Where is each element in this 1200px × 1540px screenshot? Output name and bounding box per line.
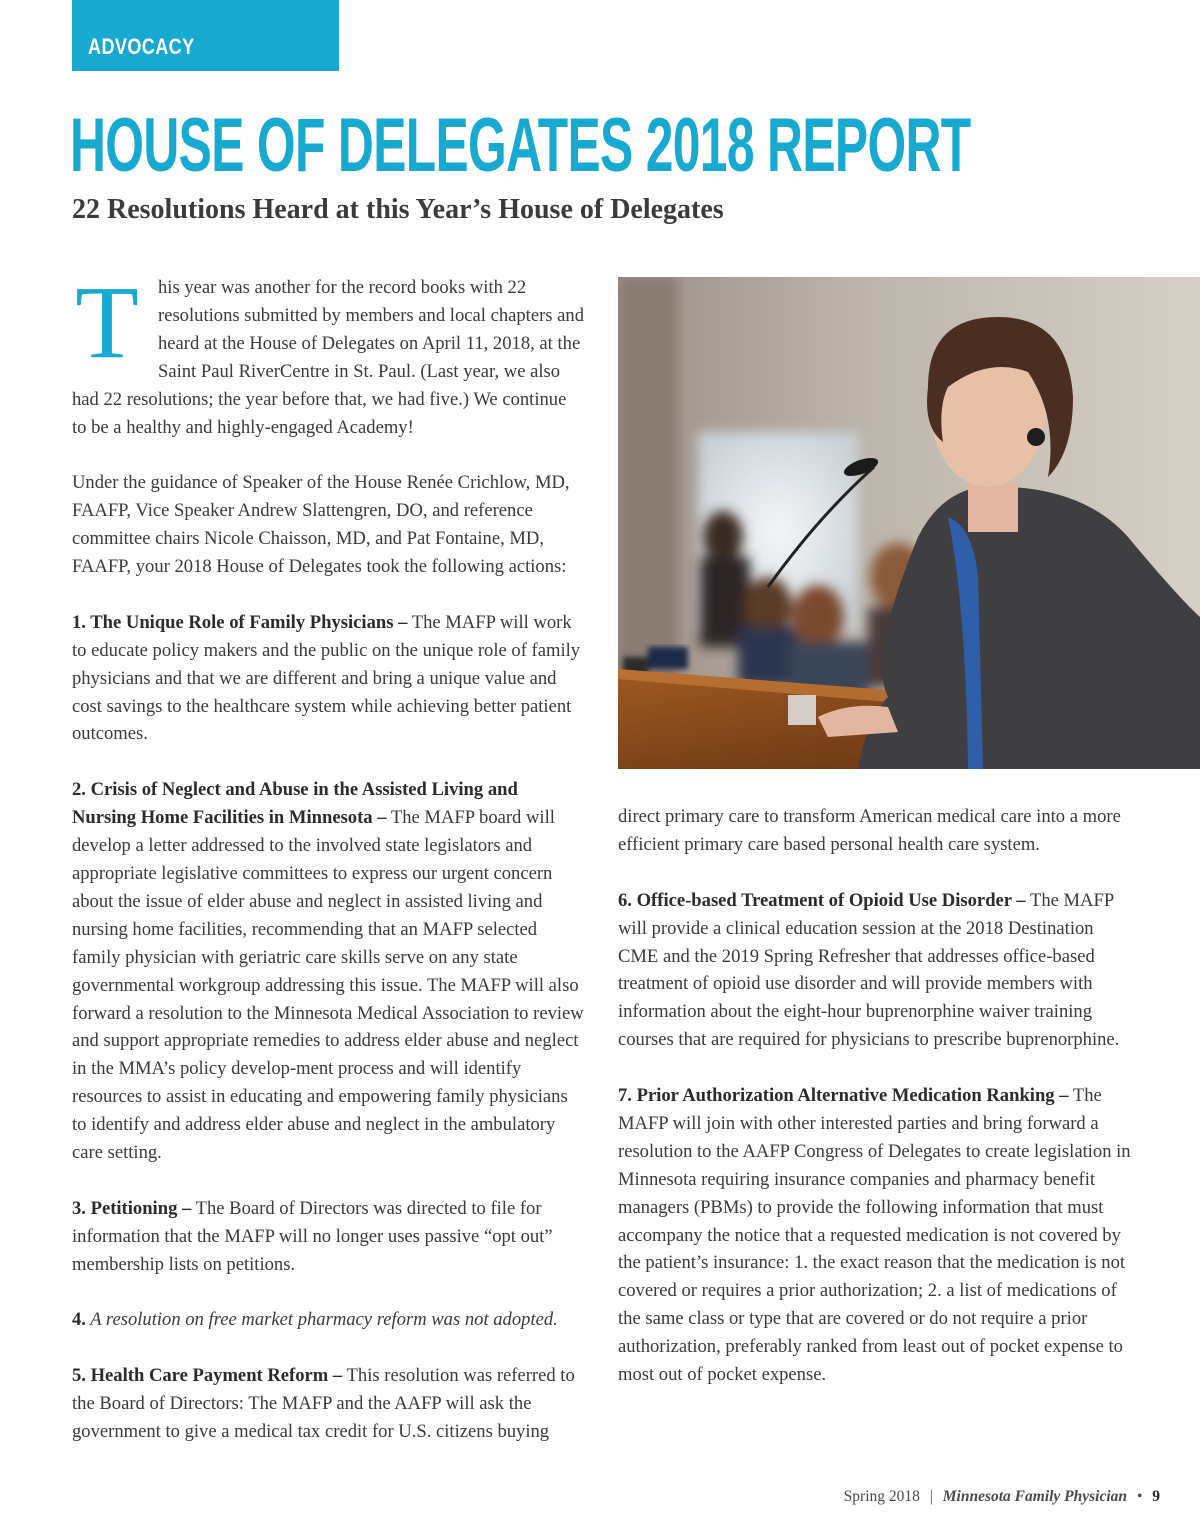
- resolution-text: A resolution on free market pharmacy reform was not adopted.: [85, 1309, 558, 1331]
- resolution-7: [618, 1082, 1138, 1389]
- page-title: HOUSE OF DELEGATES 2018 REPORT: [70, 103, 971, 188]
- resolution-heading: 2. Crisis of Neglect and Abuse in the Assisted Living and Nursing Home Facilities in Minnesota –: [72, 779, 518, 829]
- resolution-text: This resolution was referred to the Board of Directors: The MAFP and the AAFP will ask the government to give a medical tax credit for U.S. citizens buying: [72, 1365, 575, 1443]
- article-right-column: [618, 803, 1138, 1417]
- resolution-3: [72, 1195, 584, 1279]
- footer-bullet: •: [1136, 1488, 1143, 1505]
- resolution-text: The MAFP will provide a clinical education session at the 2018 Destination CME and the 2019 Spring Refresher that addresses office-based treatment of opioid use disorder and will provide members with information about the eight-hour buprenorphine waiver training courses that are required for physicians to prescribe buprenorphine.: [618, 889, 1120, 1051]
- page-subtitle: 22 Resolutions Heard at this Year’s House of Delegates: [72, 194, 724, 225]
- resolution-heading: 7. Prior Authorization Alternative Medication Ranking –: [618, 1085, 1069, 1107]
- drop-cap: T: [75, 265, 139, 380]
- resolution-1: [72, 609, 584, 749]
- resolution-heading: 5. Health Care Payment Reform –: [72, 1365, 343, 1387]
- resolution-2: [72, 776, 584, 1167]
- resolution-4: [72, 1306, 584, 1334]
- issue-label: Spring 2018: [843, 1488, 920, 1505]
- page-number: 9: [1152, 1488, 1160, 1505]
- resolution-text: The MAFP will work to educate policy makers and the public on the unique role of family physicians and that we are different and bring a unique value and cost savings to the healthcare system while achieving better patient outcomes.: [72, 611, 581, 745]
- resolution-6: [618, 887, 1138, 1054]
- page-footer: [844, 1488, 1160, 1506]
- guidance-paragraph: Under the guidance of Speaker of the House Renée Crichlow, MD, FAAFP, Vice Speaker Andrew Slattengren, DO, and reference committee chairs Nicole Chaisson, MD, and Pat Fontaine, MD, FAAFP, your 2018 House of Delegates took the following actions:: [72, 472, 570, 578]
- continuation-paragraph: direct primary care to transform American medical care into a more efficient primary care based personal health care system.: [618, 806, 1121, 855]
- resolution-heading: 4.: [72, 1309, 86, 1331]
- magazine-name: Minnesota Family Physician: [942, 1488, 1128, 1505]
- photo-illustration: [618, 277, 1200, 769]
- resolution-text: The Board of Directors was directed to file for information that the MAFP will no longer uses passive “opt out” membership lists on petitions.: [72, 1197, 553, 1275]
- resolution-heading: 3. Petitioning –: [72, 1197, 192, 1219]
- resolution-5: [72, 1362, 584, 1446]
- article-left-column: [72, 265, 585, 1474]
- resolution-heading: 6. Office-based Treatment of Opioid Use Disorder –: [618, 889, 1026, 911]
- resolution-heading: 1. The Unique Role of Family Physicians –: [72, 611, 408, 633]
- footer-separator: |: [929, 1488, 933, 1505]
- intro-paragraph: [72, 265, 585, 441]
- resolution-text: The MAFP will join with other interested parties and bring forward a resolution to the AAFP Congress of Delegates to create legislation in Minnesota requiring insurance companies and pharmacy benefit managers (PBMs) to provide the following information that must accompany the notice that a requested medication is not covered by the patient’s insurance: 1. the exact reason that the medication is not covered or requires a prior authorization; 2. a list of medications of the same class or type that are covered or do not require a prior authorization, preferably ranked from least out of pocket expense to most out of pocket expense.: [618, 1085, 1131, 1386]
- speaker-photo: [618, 277, 1200, 769]
- intro-text: his year was another for the record books with 22 resolutions submitted by members and local chapters and heard at the House of Delegates on April 11, 2018, at the Saint Paul RiverCentre in St. Paul. (Last year, we also had 22 resolutions; the year before that, we had five.) We continue to be a healthy and highly-engaged Academy!: [72, 277, 585, 438]
- section-tag: ADVOCACY: [72, 0, 339, 71]
- resolution-text: The MAFP board will develop a letter addressed to the involved state legislators and appropriate legislative committees to express our urgent concern about the issue of elder abuse and neglect in assisted living and nursing home facilities, recommending that an MAFP selected family physician with geriatric care skills serve on any state governmental workgroup addressing this issue. The MAFP will also forward a resolution to the Minnesota Medical Association to review and support appropriate remedies to address elder abuse and neglect in the MMA’s policy develop-ment process and will identify resources to assist in educating and empowering family physicians to identify and address elder abuse and neglect in the ambulatory care setting.: [72, 807, 584, 1164]
